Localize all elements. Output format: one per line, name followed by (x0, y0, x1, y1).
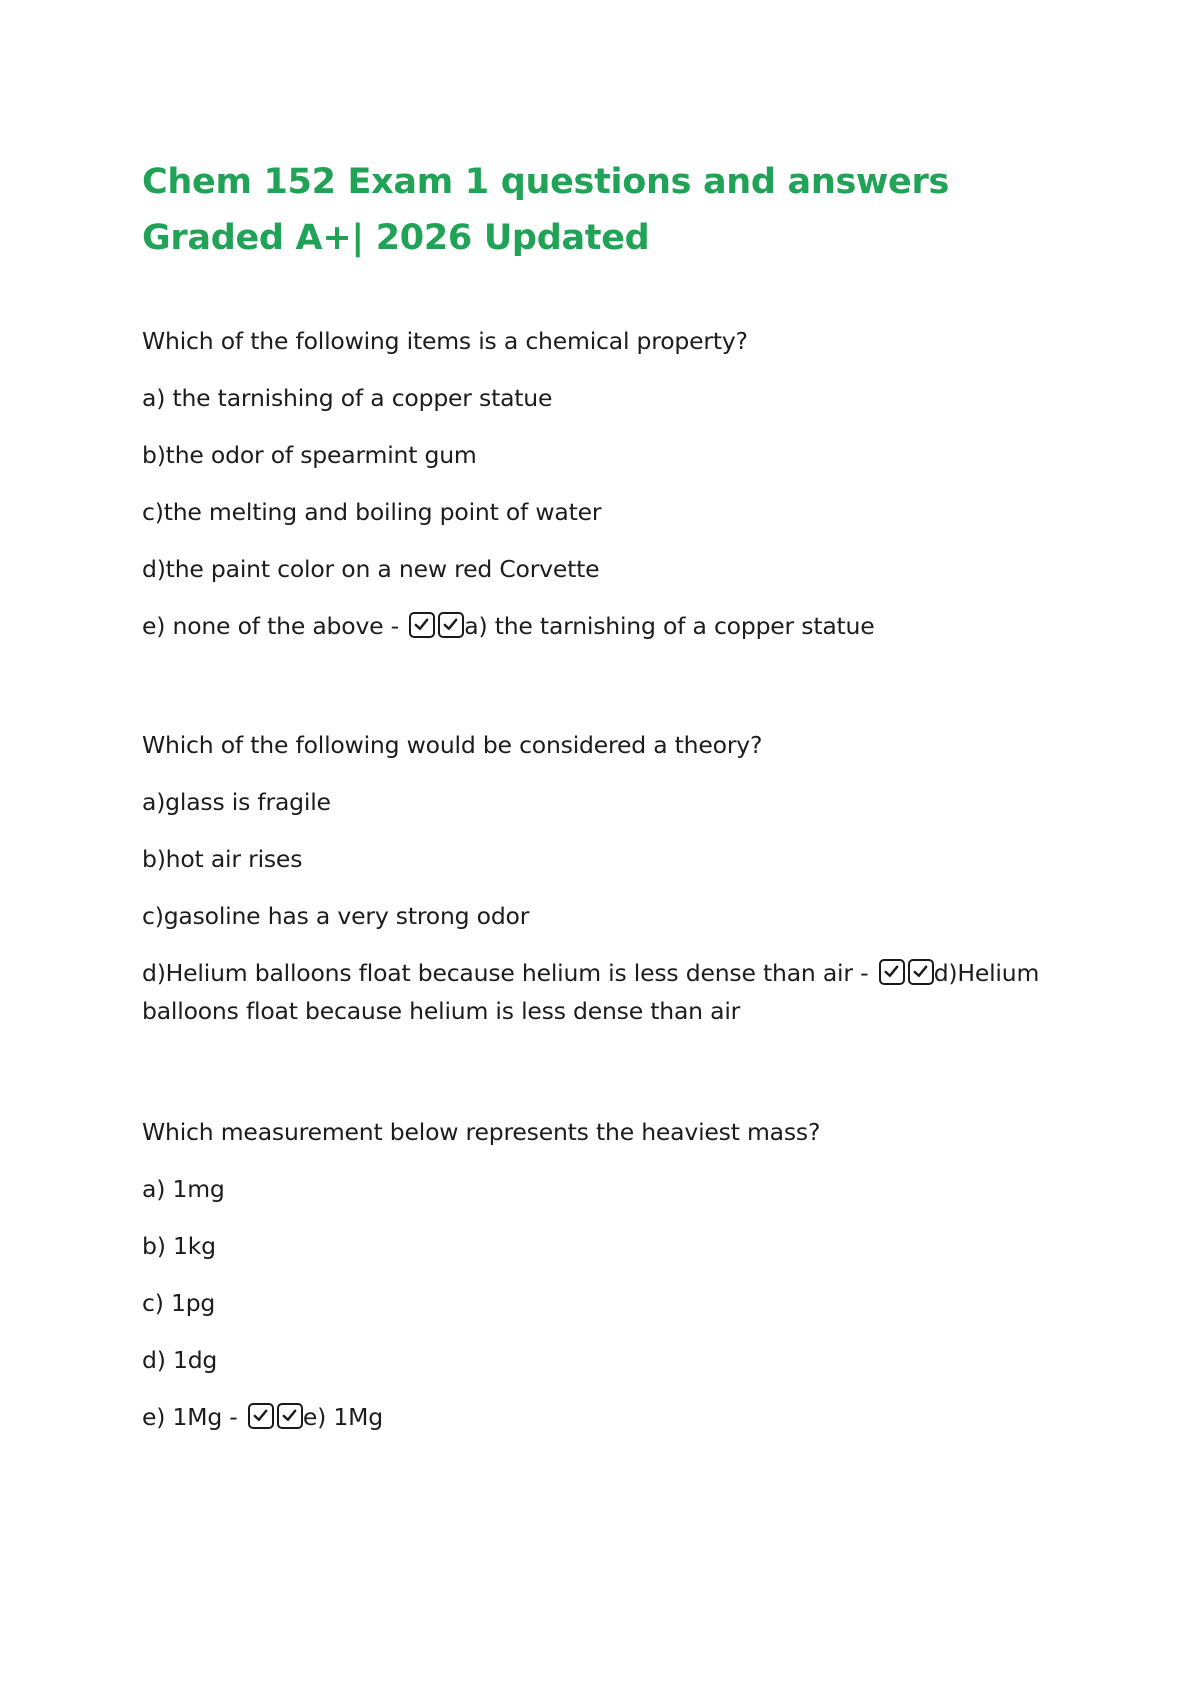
option-c: c) 1pg (142, 1289, 216, 1317)
checkbox-checked-icon (908, 959, 934, 985)
document-title: Chem 152 Exam 1 questions and answers Graded A+| 2026 Updated (142, 162, 949, 258)
question-prompt: Which measurement below represents the heaviest mass? (142, 1118, 821, 1146)
answer-line (142, 607, 1062, 645)
question-prompt: Which of the following would be considered a theory? (142, 731, 763, 759)
option-b: b)the odor of spearmint gum (142, 441, 477, 469)
checkbox-checked-icon (409, 612, 435, 638)
question-1 (142, 322, 1062, 664)
question-3 (142, 1113, 1062, 1455)
option-b: b)hot air rises (142, 845, 303, 873)
option-e: e) none of the above - (142, 612, 399, 640)
checkbox-checked-icon (277, 1403, 303, 1429)
option-d: d)the paint color on a new red Corvette (142, 555, 600, 583)
answer-text: a) the tarnishing of a copper statue (464, 612, 875, 640)
question-2 (142, 726, 1062, 1049)
option-a: a) the tarnishing of a copper statue (142, 384, 553, 412)
answer-line (142, 1398, 1062, 1436)
answer-line (142, 954, 1042, 1030)
option-e: e) 1Mg - (142, 1403, 238, 1431)
option-c: c)the melting and boiling point of water (142, 498, 602, 526)
answer-text: d)Helium balloons float because helium is less dense than air (142, 959, 1040, 1025)
checkbox-checked-icon (438, 612, 464, 638)
option-c: c)gasoline has a very strong odor (142, 902, 530, 930)
answer-text: e) 1Mg (302, 1403, 383, 1431)
checkbox-checked-icon (879, 959, 905, 985)
option-b: b) 1kg (142, 1232, 216, 1260)
question-prompt: Which of the following items is a chemical property? (142, 327, 748, 355)
option-d: d)Helium balloons float because helium is less dense than air - (142, 959, 869, 987)
option-a: a)glass is fragile (142, 788, 331, 816)
option-d: d) 1dg (142, 1346, 218, 1374)
option-a: a) 1mg (142, 1175, 225, 1203)
checkbox-checked-icon (248, 1403, 274, 1429)
